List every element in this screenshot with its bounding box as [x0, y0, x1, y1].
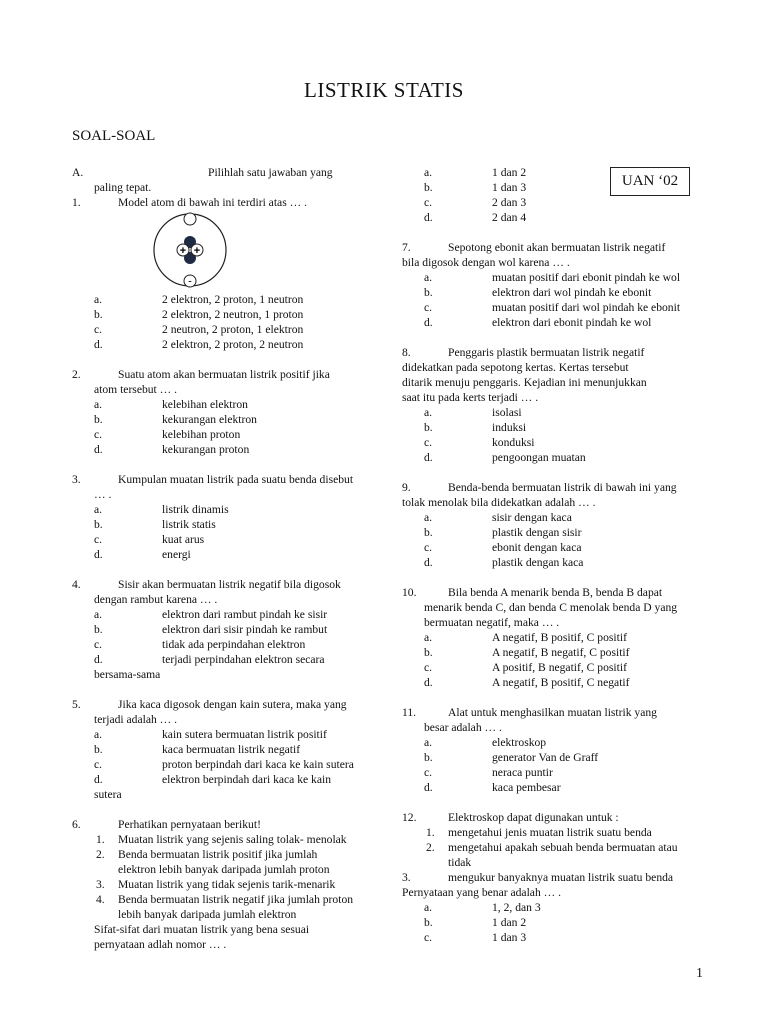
option[interactable]: a. elektron dari rambut pindah ke sisir [94, 608, 328, 621]
question-text-cont: menarik benda C, dan benda C menolak benda D yang [424, 601, 678, 614]
statement: 2. mengetahui apakah sebuah benda bermuatan atau [426, 841, 678, 854]
question-text: Model atom di bawah ini terdiri atas … . [118, 196, 307, 209]
option[interactable]: c. 1 dan 3 [424, 931, 527, 944]
instruction-cont: paling tepat. [94, 181, 152, 194]
electron-charge: - [188, 275, 192, 288]
question-number: 4. [72, 578, 81, 591]
option[interactable]: a. 1 dan 2 [424, 166, 527, 179]
question-number: 11. [402, 706, 417, 719]
question-3 [72, 472, 372, 487]
instruction-text: Pilihlah satu jawaban yang [208, 166, 333, 179]
question-tail: Sifat-sifat dari muatan listrik yang bena sesuai [94, 923, 310, 936]
option[interactable]: d. energi [94, 548, 191, 561]
question-number: 12. [402, 811, 417, 824]
electron-top [184, 213, 196, 225]
option[interactable]: a. muatan positif dari ebonit pindah ke wol [424, 271, 681, 284]
question-text-cont: terjadi adalah … . [94, 713, 178, 726]
option[interactable]: b. 2 elektron, 2 neutron, 1 proton [94, 308, 304, 321]
question-text: Benda-benda bermuatan listrik di bawah ini yang [448, 481, 677, 494]
option[interactable]: d. plastik dengan kaca [424, 556, 584, 569]
option[interactable]: c. konduksi [424, 436, 535, 449]
statement: 1. Muatan listrik yang sejenis saling tolak- menolak [96, 833, 347, 846]
question-text-cont: dengan rambut karena … . [94, 593, 218, 606]
option[interactable]: a. sisir dengan kaca [424, 511, 572, 524]
option[interactable]: b. plastik dengan sisir [424, 526, 582, 539]
question-text: Elektroskop dapat digunakan untuk : [448, 811, 619, 824]
question-number: 7. [402, 241, 411, 254]
question-text-cont: ditarik menuju penggaris. Kejadian ini menunjukkan [402, 376, 647, 389]
statement-cont: lebih banyak daripada jumlah elektron [118, 908, 297, 921]
question-tail: Pernyataan yang benar adalah … . [402, 886, 562, 899]
option[interactable]: a. kelebihan elektron [94, 398, 248, 411]
proton-charge: + [179, 245, 187, 257]
option[interactable]: c. 2 neutron, 2 proton, 1 elektron [94, 323, 304, 336]
question-text: Sepotong ebonit akan bermuatan listrik negatif [448, 241, 666, 254]
question-text: Alat untuk menghasilkan muatan listrik yang [448, 706, 657, 719]
option[interactable]: c. kuat arus [94, 533, 205, 546]
question-6 [72, 817, 372, 832]
question-text: Perhatikan pernyataan berikut! [118, 818, 261, 831]
option[interactable]: b. elektron dari sisir pindah ke rambut [94, 623, 328, 636]
question-number: 5. [72, 698, 81, 711]
option[interactable]: c. 2 dan 3 [424, 196, 527, 209]
question-number: 9. [402, 481, 411, 494]
page-number: 1 [696, 966, 703, 981]
option[interactable]: a. kain sutera bermuatan listrik positif [94, 728, 327, 741]
option[interactable]: c. neraca puntir [424, 766, 553, 779]
instruction-letter: A. [72, 166, 84, 179]
section-heading: SOAL-SOAL [72, 128, 156, 144]
question-text-cont: didekatkan pada sepotong kertas. Kertas tersebut [402, 361, 629, 374]
question-7 [402, 240, 702, 255]
option[interactable]: b. listrik statis [94, 518, 216, 531]
option[interactable]: d. elektron dari ebonit pindah ke wol [424, 316, 652, 329]
question-text-cont: bermuatan negatif, maka … . [424, 616, 560, 629]
question-text: Penggaris plastik bermuatan listrik negatif [448, 346, 645, 359]
option[interactable]: d. 2 dan 4 [424, 211, 527, 224]
question-9 [402, 480, 702, 495]
option[interactable]: d. pengoongan muatan [424, 451, 586, 464]
option[interactable]: c. ebonit dengan kaca [424, 541, 582, 554]
statement: 3. mengukur banyaknya muatan listrik suatu benda [402, 871, 674, 884]
statement: 3. Muatan listrik yang tidak sejenis tarik-menarik [96, 878, 336, 891]
option[interactable]: d. 2 elektron, 2 proton, 2 neutron [94, 338, 304, 351]
question-number: 1. [72, 196, 81, 209]
left-column [72, 165, 372, 952]
question-text-cont: besar adalah … . [424, 721, 502, 734]
option[interactable]: b. A negatif, B negatif, C positif [424, 646, 630, 659]
option[interactable]: c. tidak ada perpindahan elektron [94, 638, 306, 651]
question-12 [402, 810, 702, 825]
option[interactable]: b. kaca bermuatan listrik negatif [94, 743, 301, 756]
option[interactable]: a. 1, 2, dan 3 [424, 901, 541, 914]
option[interactable]: a. 2 elektron, 2 proton, 1 neutron [94, 293, 304, 306]
question-text-cont: … . [94, 488, 112, 501]
option[interactable]: a. listrik dinamis [94, 503, 229, 516]
question-text: Bila benda A menarik benda B, benda B dapat [448, 586, 663, 599]
option[interactable]: a. elektroskop [424, 736, 547, 749]
question-2 [72, 367, 372, 382]
question-text-cont: saat itu pada kerts terjadi … . [402, 391, 539, 404]
question-8 [402, 345, 702, 360]
question-tail: pernyataan adlah nomor … . [94, 938, 227, 951]
statement-cont: tidak [448, 856, 472, 869]
statement-cont: elektron lebih banyak daripada jumlah proton [118, 863, 330, 876]
question-text-cont: atom tersebut … . [94, 383, 178, 396]
option[interactable]: d. A negatif, B positif, C negatif [424, 676, 630, 689]
option[interactable]: b. induksi [424, 421, 527, 434]
question-number: 3. [72, 473, 81, 486]
question-text: Sisir akan bermuatan listrik negatif bila digosok [118, 578, 341, 591]
question-number: 8. [402, 346, 411, 359]
question-text: Kumpulan muatan listrik pada suatu benda disebut [118, 473, 354, 486]
option-cont: sutera [94, 788, 122, 801]
question-number: 2. [72, 368, 81, 381]
question-11 [402, 705, 702, 720]
statement: 2. Benda bermuatan listrik positif jika jumlah [96, 848, 318, 861]
question-4 [72, 577, 372, 592]
question-number: 6. [72, 818, 81, 831]
option[interactable]: a. A negatif, B positif, C positif [424, 631, 627, 644]
question-1 [72, 195, 372, 210]
option[interactable]: b. generator Van de Graff [424, 751, 599, 764]
question-text: Jika kaca digosok dengan kain sutera, maka yang [118, 698, 347, 711]
right-column [402, 165, 702, 945]
question-10 [402, 585, 702, 600]
page-title: LISTRIK STATIS [304, 78, 464, 102]
option[interactable]: b. kekurangan elektron [94, 413, 257, 426]
statement: 1. mengetahui jenis muatan listrik suatu benda [426, 826, 652, 839]
option[interactable]: a. isolasi [424, 406, 522, 419]
option[interactable]: c. kelebihan proton [94, 428, 241, 441]
option[interactable]: d. terjadi perpindahan elektron secara [94, 653, 325, 666]
question-text-cont: tolak menolak bila didekatkan adalah … . [402, 496, 596, 509]
option[interactable]: d. kekurangan proton [94, 443, 250, 456]
option-cont: bersama-sama [94, 668, 161, 681]
question-text: Suatu atom akan bermuatan listrik positif jika [118, 368, 330, 381]
option[interactable]: b. 1 dan 3 [424, 181, 527, 194]
proton-charge: + [193, 245, 201, 257]
uan-badge: UAN ‘02 [610, 167, 690, 196]
option[interactable]: c. muatan positif dari wol pindah ke ebonit [424, 301, 681, 314]
option[interactable]: d. elektron berpindah dari kaca ke kain [94, 773, 331, 786]
statement: 4. Benda bermuatan listrik negatif jika jumlah proton [96, 893, 354, 906]
option[interactable]: b. 1 dan 2 [424, 916, 527, 929]
question-5 [72, 697, 372, 712]
instruction [72, 165, 372, 180]
option[interactable]: c. proton berpindah dari kaca ke kain sutera [94, 758, 354, 771]
option[interactable]: d. kaca pembesar [424, 781, 561, 794]
atom-diagram [152, 212, 242, 288]
option[interactable]: b. elektron dari wol pindah ke ebonit [424, 286, 652, 299]
option[interactable]: c. A positif, B negatif, C positif [424, 661, 627, 674]
question-text-cont: bila digosok dengan wol karena … . [402, 256, 570, 269]
question-number: 10. [402, 586, 417, 599]
